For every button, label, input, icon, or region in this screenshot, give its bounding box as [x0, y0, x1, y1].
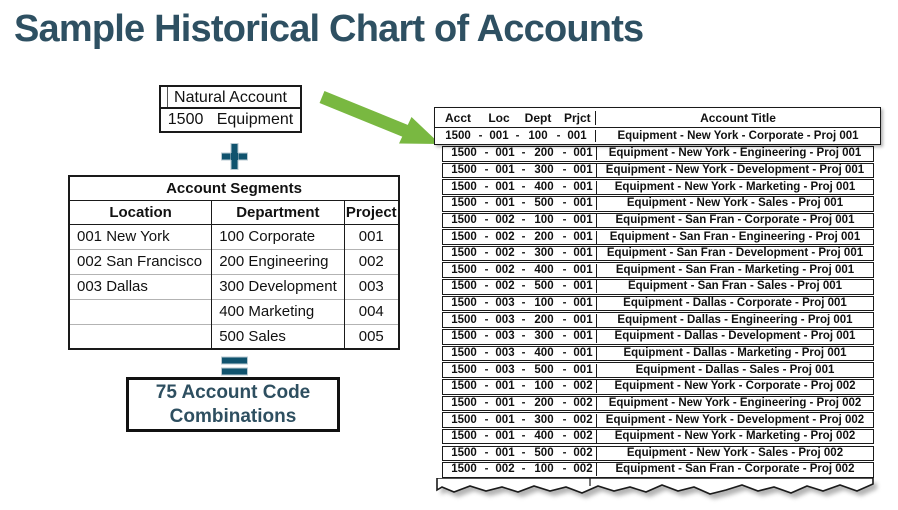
coa-codes-cell: [443, 330, 596, 343]
code-acct: 1500: [451, 247, 477, 260]
code-separator: -: [484, 463, 489, 476]
coa-title-cell: Equipment - Dallas - Development - Proj 001: [596, 330, 873, 343]
segments-cell: 001 New York: [69, 224, 212, 249]
coa-codes-cell: [443, 247, 596, 260]
coa-row: [442, 296, 874, 312]
code-loc: 002: [495, 230, 515, 243]
coa-row: [442, 412, 874, 428]
code-prjct: 001: [573, 247, 593, 260]
code-separator: -: [515, 130, 520, 142]
code-dept: 100: [534, 463, 554, 476]
coa-row: [442, 429, 874, 445]
code-separator: -: [484, 213, 489, 226]
code-dept: 300: [534, 163, 554, 176]
code-prjct: 001: [573, 213, 593, 226]
code-acct: 1500: [451, 313, 477, 326]
code-separator: -: [484, 163, 489, 176]
coa-codes-cell: [443, 181, 596, 194]
coa-title-cell: Equipment - New York - Sales - Proj 002: [596, 447, 873, 460]
coa-codes-cell: [443, 347, 596, 360]
code-separator: -: [562, 363, 567, 376]
code-dept: 300: [534, 330, 554, 343]
code-separator: -: [484, 363, 489, 376]
code-separator: -: [562, 380, 567, 393]
code-prjct: 001: [573, 330, 593, 343]
coa-title-cell: Equipment - San Fran - Engineering - Proj 001: [596, 231, 873, 244]
coa-title-cell: Equipment - New York - Engineering - Proj 001: [596, 147, 873, 160]
coa-body: [442, 146, 874, 479]
code-loc: 001: [495, 380, 515, 393]
code-separator: -: [562, 430, 567, 443]
coa-title-cell: Equipment - New York - Engineering - Proj 002: [596, 397, 873, 410]
code-loc: 001: [495, 413, 515, 426]
code-prjct: 002: [573, 430, 593, 443]
code-loc: 001: [495, 180, 515, 193]
code-acct: 1500: [451, 463, 477, 476]
segments-cell: [69, 324, 212, 349]
coa-row: [442, 262, 874, 278]
coa-codes-cell: [443, 214, 596, 227]
code-acct: 1500: [451, 230, 477, 243]
coa-row: [442, 446, 874, 462]
code-acct: 1500: [451, 297, 477, 310]
segments-row: [69, 224, 399, 249]
code-prjct: 001: [573, 230, 593, 243]
code-separator: -: [484, 280, 489, 293]
code-prjct: 001: [573, 263, 593, 276]
code-loc: 001: [495, 147, 515, 160]
code-separator: -: [521, 430, 526, 443]
coa-title-cell: Equipment - San Fran - Corporate - Proj 001: [596, 214, 873, 227]
coa-codes-cell: [435, 130, 595, 142]
plus-icon: [221, 143, 248, 170]
code-separator: -: [484, 380, 489, 393]
code-separator: -: [521, 297, 526, 310]
coa-row: [442, 362, 874, 378]
segments-cell: 002 San Francisco: [69, 249, 212, 274]
code-dept: 500: [534, 446, 554, 459]
code-dept: 300: [534, 247, 554, 260]
segments-col-project: Project: [344, 200, 399, 224]
coa-title-cell: Equipment - San Fran - Corporate - Proj 002: [596, 463, 873, 476]
coa-title-cell: Equipment - New York - Development - Proj 002: [596, 414, 873, 427]
code-separator: -: [521, 197, 526, 210]
code-loc: 001: [495, 430, 515, 443]
coa-title-cell: Equipment - San Fran - Marketing - Proj 001: [596, 264, 873, 277]
code-acct: 1500: [451, 430, 477, 443]
segments-title-row: [69, 176, 399, 200]
code-separator: -: [521, 463, 526, 476]
code-separator: -: [484, 147, 489, 160]
coa-col-prjct: Prjct: [564, 110, 591, 125]
code-dept: 500: [534, 363, 554, 376]
segments-cell: 500 Sales: [212, 324, 344, 349]
coa-row: [442, 213, 874, 229]
coa-row: [442, 246, 874, 262]
code-prjct: 002: [573, 396, 593, 409]
code-loc: 002: [495, 213, 515, 226]
code-prjct: 002: [573, 380, 593, 393]
coa-row: [442, 163, 874, 179]
code-dept: 400: [534, 180, 554, 193]
code-prjct: 001: [573, 197, 593, 210]
code-prjct: 001: [573, 346, 593, 359]
code-prjct: 001: [573, 313, 593, 326]
combinations-result-box: [126, 377, 340, 432]
code-loc: 002: [495, 280, 515, 293]
code-separator: -: [562, 147, 567, 160]
code-separator: -: [484, 180, 489, 193]
coa-title-cell: Equipment - San Fran - Development - Proj 001: [596, 247, 873, 260]
code-dept: 100: [534, 297, 554, 310]
code-acct: 1500: [451, 197, 477, 210]
code-separator: -: [484, 297, 489, 310]
coa-codes-cell: [443, 280, 596, 293]
code-loc: 003: [495, 313, 515, 326]
code-separator: -: [562, 197, 567, 210]
code-dept: 200: [534, 147, 554, 160]
segments-row: [69, 324, 399, 349]
code-separator: -: [484, 446, 489, 459]
code-loc: 002: [495, 247, 515, 260]
code-separator: -: [521, 363, 526, 376]
code-separator: -: [562, 280, 567, 293]
code-separator: -: [521, 163, 526, 176]
segments-col-location: Location: [69, 200, 212, 224]
code-separator: -: [484, 263, 489, 276]
code-acct: 1500: [451, 346, 477, 359]
segments-col-department: Department: [212, 200, 344, 224]
segments-body: [69, 224, 399, 349]
code-loc: 003: [495, 363, 515, 376]
code-separator: -: [562, 396, 567, 409]
code-separator: -: [562, 413, 567, 426]
code-loc: 001: [495, 197, 515, 210]
code-prjct: 001: [567, 130, 587, 142]
code-prjct: 001: [573, 363, 593, 376]
coa-title-cell: Equipment - Dallas - Marketing - Proj 001: [596, 347, 873, 360]
code-loc: 001: [495, 446, 515, 459]
segments-row: [69, 299, 399, 324]
code-separator: -: [562, 446, 567, 459]
coa-codes-cell: [443, 297, 596, 310]
coa-codes-cell: [443, 164, 596, 177]
code-separator: -: [562, 330, 567, 343]
segments-cell: 003 Dallas: [69, 274, 212, 299]
account-segments-table: [68, 175, 400, 350]
segments-row: [69, 274, 399, 299]
code-acct: 1500: [451, 330, 477, 343]
code-separator: -: [521, 446, 526, 459]
segments-row: [69, 249, 399, 274]
code-acct: 1500: [451, 163, 477, 176]
code-separator: -: [484, 197, 489, 210]
code-separator: -: [521, 247, 526, 260]
code-separator: -: [484, 247, 489, 260]
code-loc: 002: [495, 463, 515, 476]
coa-codes-cell: [443, 314, 596, 327]
coa-title-cell: Equipment - New York - Marketing - Proj 001: [596, 181, 873, 194]
code-dept: 500: [534, 280, 554, 293]
code-separator: -: [521, 413, 526, 426]
code-separator: -: [521, 180, 526, 193]
coa-row: [442, 312, 874, 328]
coa-codes-cell: [443, 147, 596, 160]
code-separator: -: [562, 263, 567, 276]
segments-cell: 200 Engineering: [212, 249, 344, 274]
code-acct: 1500: [451, 263, 477, 276]
code-dept: 100: [534, 380, 554, 393]
code-dept: 200: [534, 396, 554, 409]
natural-account-box: [159, 85, 302, 133]
segments-cell: [69, 299, 212, 324]
code-acct: 1500: [445, 130, 471, 142]
coa-codes-cell: [443, 364, 596, 377]
code-acct: 1500: [451, 180, 477, 193]
coa-row: [442, 396, 874, 412]
coa-codes-cell: [443, 430, 596, 443]
coa-row: [442, 196, 874, 212]
code-prjct: 001: [573, 297, 593, 310]
coa-title-cell: Equipment - New York - Development - Proj 001: [596, 164, 873, 177]
coa-row: [442, 146, 874, 162]
code-separator: -: [484, 330, 489, 343]
code-separator: -: [521, 263, 526, 276]
code-acct: 1500: [451, 446, 477, 459]
code-separator: -: [484, 346, 489, 359]
torn-paper-edge: [436, 478, 882, 508]
code-prjct: 001: [573, 280, 593, 293]
coa-title-cell: Equipment - New York - Marketing - Proj 002: [596, 430, 873, 443]
code-separator: -: [521, 396, 526, 409]
code-separator: -: [484, 430, 489, 443]
coa-codes-cell: [443, 264, 596, 277]
segments-cell: 002: [344, 249, 399, 274]
coa-title-cell: Equipment - New York - Corporate - Proj 001: [595, 130, 880, 142]
coa-codes-cell: [443, 447, 596, 460]
coa-title-cell: Equipment - Dallas - Sales - Proj 001: [596, 364, 873, 377]
segments-title: Account Segments: [69, 176, 399, 200]
segments-cell: 003: [344, 274, 399, 299]
code-loc: 001: [495, 396, 515, 409]
code-separator: -: [562, 313, 567, 326]
coa-col-dept: Dept: [524, 110, 552, 125]
code-dept: 100: [528, 130, 548, 142]
code-separator: -: [562, 163, 567, 176]
coa-codes-cell: [443, 414, 596, 427]
code-loc: 003: [495, 330, 515, 343]
code-dept: 400: [534, 263, 554, 276]
combinations-text: 75 Account Code Combinations: [155, 381, 311, 427]
code-prjct: 001: [573, 163, 593, 176]
code-separator: -: [521, 380, 526, 393]
segments-header-row: [69, 200, 399, 224]
natural-account-label: Natural Account: [161, 87, 300, 109]
code-separator: -: [562, 230, 567, 243]
segments-cell: 400 Marketing: [212, 299, 344, 324]
code-separator: -: [556, 130, 561, 142]
code-separator: -: [562, 247, 567, 260]
code-separator: -: [562, 213, 567, 226]
code-separator: -: [521, 213, 526, 226]
segments-cell: 100 Corporate: [212, 224, 344, 249]
code-dept: 200: [534, 230, 554, 243]
coa-header-row: [435, 108, 880, 128]
coa-row: [442, 179, 874, 195]
code-separator: -: [562, 297, 567, 310]
code-dept: 500: [534, 197, 554, 210]
code-acct: 1500: [451, 396, 477, 409]
coa-codes-cell: [443, 397, 596, 410]
code-separator: -: [521, 230, 526, 243]
coa-row: [442, 279, 874, 295]
code-prjct: 002: [573, 446, 593, 459]
coa-row: [442, 346, 874, 362]
code-loc: 003: [495, 297, 515, 310]
segments-cell: 300 Development: [212, 274, 344, 299]
coa-header-box: [434, 107, 881, 145]
code-prjct: 001: [573, 147, 593, 160]
code-dept: 400: [534, 430, 554, 443]
coa-codes-cell: [443, 463, 596, 476]
coa-title-cell: Equipment - Dallas - Corporate - Proj 001: [596, 297, 873, 310]
coa-codes-cell: [443, 197, 596, 210]
coa-codes-cell: [443, 380, 596, 393]
segments-cell: 001: [344, 224, 399, 249]
code-acct: 1500: [451, 413, 477, 426]
coa-col-acct: Acct: [444, 110, 471, 125]
code-separator: -: [521, 313, 526, 326]
code-separator: -: [484, 396, 489, 409]
code-dept: 300: [534, 413, 554, 426]
code-acct: 1500: [451, 213, 477, 226]
coa-title-cell: Equipment - New York - Sales - Proj 001: [596, 197, 873, 210]
natural-account-value: 1500 Equipment: [167, 111, 294, 128]
code-acct: 1500: [451, 380, 477, 393]
coa-row: [442, 229, 874, 245]
coa-row: [442, 329, 874, 345]
coa-title-cell: Equipment - New York - Corporate - Proj 002: [596, 380, 873, 393]
code-separator: -: [484, 413, 489, 426]
page-title: Sample Historical Chart of Accounts: [14, 8, 644, 50]
code-separator: -: [521, 147, 526, 160]
code-separator: -: [521, 330, 526, 343]
code-dept: 400: [534, 346, 554, 359]
code-loc: 002: [495, 263, 515, 276]
arrow-right-icon: [310, 84, 450, 162]
equals-icon: [221, 356, 248, 376]
coa-row: [442, 379, 874, 395]
code-dept: 100: [534, 213, 554, 226]
coa-col-loc: Loc: [488, 110, 510, 125]
code-separator: -: [562, 346, 567, 359]
coa-title-cell: Equipment - San Fran - Sales - Proj 001: [596, 280, 873, 293]
code-separator: -: [562, 180, 567, 193]
code-loc: 003: [495, 346, 515, 359]
code-separator: -: [478, 130, 483, 142]
code-loc: 001: [489, 130, 509, 142]
coa-code-headers: [435, 111, 595, 125]
code-separator: -: [484, 313, 489, 326]
code-loc: 001: [495, 163, 515, 176]
code-separator: -: [521, 280, 526, 293]
coa-title-cell: Equipment - Dallas - Engineering - Proj 001: [596, 314, 873, 327]
coa-first-row-slot: [435, 128, 880, 144]
code-prjct: 002: [573, 413, 593, 426]
code-acct: 1500: [451, 147, 477, 160]
coa-col-account-title: Account Title: [595, 111, 880, 125]
code-separator: -: [521, 346, 526, 359]
code-separator: -: [484, 230, 489, 243]
coa-row: [442, 462, 874, 478]
code-prjct: 002: [573, 463, 593, 476]
code-acct: 1500: [451, 363, 477, 376]
coa-row: [435, 128, 880, 144]
code-dept: 200: [534, 313, 554, 326]
segments-cell: 004: [344, 299, 399, 324]
coa-codes-cell: [443, 231, 596, 244]
code-prjct: 001: [573, 180, 593, 193]
segments-cell: 005: [344, 324, 399, 349]
code-acct: 1500: [451, 280, 477, 293]
code-separator: -: [562, 463, 567, 476]
